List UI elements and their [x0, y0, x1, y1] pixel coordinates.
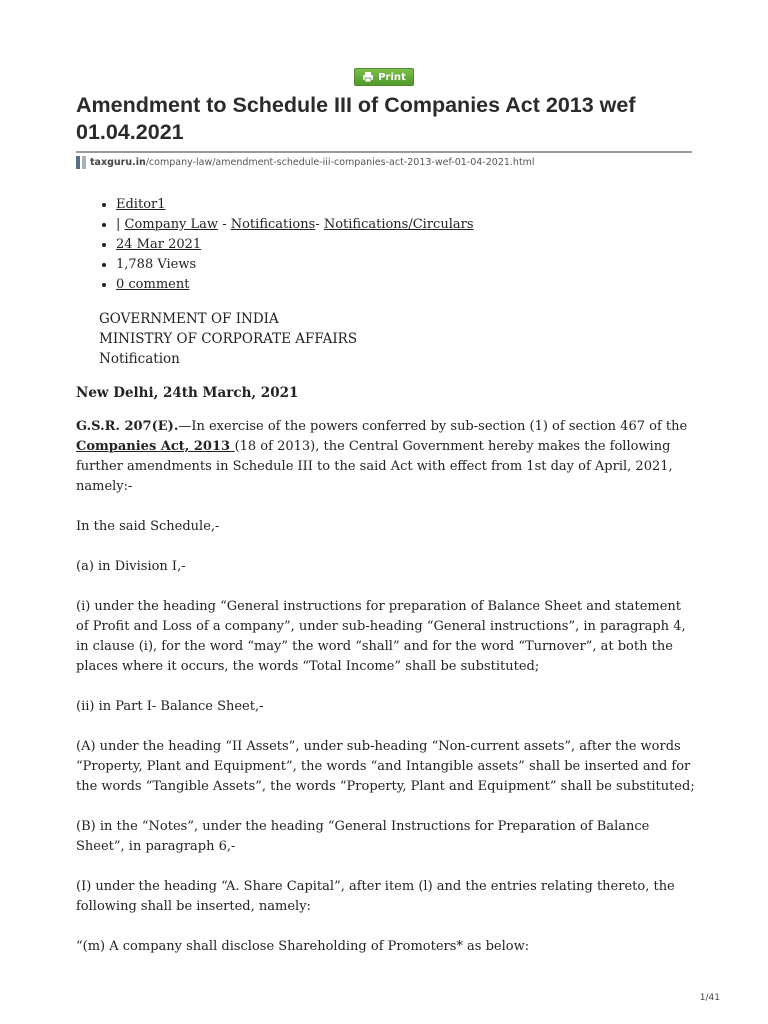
view-count: 1,788 Views — [116, 257, 197, 272]
page-title: Amendment to Schedule III of Companies Act 2013 wef 01.04.2021 — [76, 93, 636, 144]
paragraph-i: (i) under the heading “General instructions for preparation of Balance Sheet and statement of Profit and Loss of a company”, under sub-heading “General instructions”, in paragraph 4, in clause (i), for the word “may” the word “shall” and for the word “Turnover”, at both the places where it occurs, the words “Total Income” shall be substituted; — [76, 599, 686, 674]
comments-link[interactable]: 0 comment — [116, 277, 190, 292]
category-separator: | — [116, 217, 125, 232]
gsr-text: —In exercise of the powers conferred by sub-section (1) of section 467 of the — [178, 419, 688, 434]
paragraph-division-1: (a) in Division I,- — [76, 559, 186, 574]
dateline: New Delhi, 24th March, 2021 — [76, 385, 299, 401]
date-link[interactable]: 24 Mar 2021 — [116, 237, 202, 252]
list-item — [116, 275, 474, 295]
page-number: 1/41 — [699, 993, 720, 1003]
print-button[interactable] — [354, 68, 414, 86]
companies-act-link[interactable]: Companies Act, 2013 — [76, 439, 235, 454]
category-link-notifications[interactable]: Notifications — [230, 217, 316, 232]
government-header — [99, 309, 357, 369]
printer-icon — [362, 71, 374, 83]
gov-line-government: GOVERNMENT OF INDIA — [99, 311, 279, 327]
gsr-text-continued: (18 of 2013), the Central Government hereby makes the following further amendments in Schedule III to the said Act with effect from 1st day of April, 2021, namely:- — [76, 439, 673, 494]
gov-line-notification: Notification — [99, 351, 180, 367]
gov-line-ministry: MINISTRY OF CORPORATE AFFAIRS — [99, 331, 358, 347]
paragraph-I: (I) under the heading “A. Share Capital”, after item (l) and the entries relating thereto, the following shall be inserted, namely: — [76, 879, 675, 914]
category-separator: - — [218, 217, 231, 232]
list-item — [116, 235, 474, 255]
list-item — [116, 255, 474, 275]
paragraph-ii: (ii) in Part I- Balance Sheet,- — [76, 699, 264, 714]
source-link[interactable] — [90, 157, 535, 168]
gsr-label: G.S.R. 207(E). — [76, 419, 179, 434]
paragraph-B: (B) in the “Notes”, under the heading “General Instructions for Preparation of Balance Sheet”, in paragraph 6,- — [76, 819, 650, 854]
category-link-notifications-circulars[interactable]: Notifications/Circulars — [323, 217, 474, 232]
gsr-paragraph — [76, 417, 696, 497]
print-label: Print — [378, 71, 406, 83]
category-separator: - — [315, 217, 324, 232]
paragraph-m: “(m) A company shall disclose Shareholding of Promoters* as below: — [76, 939, 530, 954]
source-bars-icon — [76, 156, 86, 169]
list-item — [116, 195, 474, 215]
source-domain: taxguru.in — [90, 156, 146, 168]
author-link[interactable]: Editor1 — [116, 197, 166, 212]
paragraph-schedule: In the said Schedule,- — [76, 519, 220, 534]
list-item — [116, 215, 474, 235]
source-url-bar — [76, 151, 692, 171]
source-path: /company-law/amendment-schedule-iii-companies-act-2013-wef-01-04-2021.html — [145, 156, 535, 168]
category-link-company-law[interactable]: Company Law — [124, 217, 219, 232]
post-meta-list — [98, 195, 474, 295]
paragraph-A: (A) under the heading “II Assets”, under sub-heading “Non-current assets”, after the words “Property, Plant and Equipment”, the words “and Intangible assets” shall be inserted and for the words “Tangible Assets”, the words “Property, Plant and Equipment” shall be substituted; — [76, 739, 695, 794]
notification-body — [76, 383, 696, 977]
